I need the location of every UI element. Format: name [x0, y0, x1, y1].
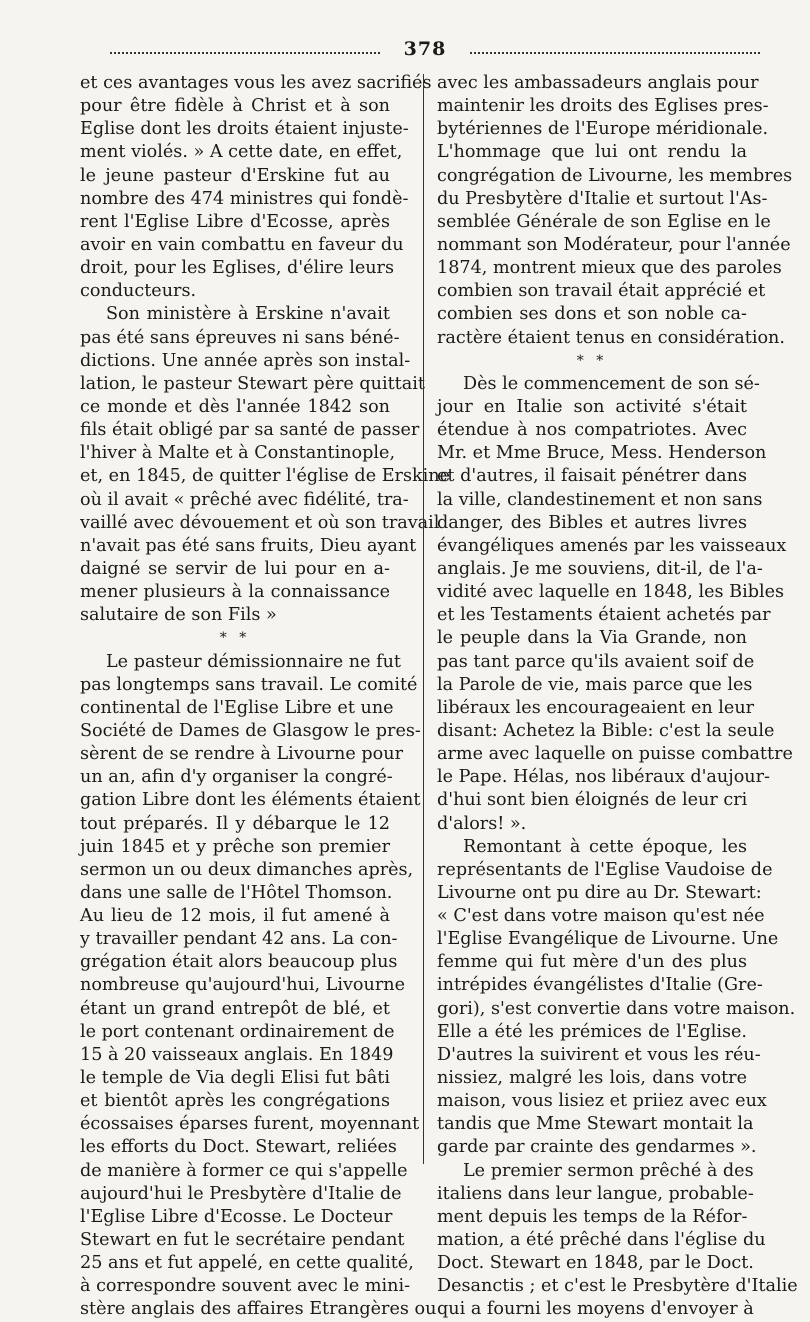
- left-column: [80, 72, 451, 1322]
- text-line: fils était obligé par sa santé de passer: [80, 420, 420, 441]
- paragraph: [437, 1160, 798, 1322]
- text-line: et, en 1845, de quitter l'église de Erskine: [80, 466, 451, 487]
- paragraph: [437, 72, 793, 350]
- text-line: tandis que Mme Stewart montait la: [437, 1114, 754, 1135]
- text-line: écossaises éparses furent, moyennant: [80, 1114, 420, 1135]
- section-separator: * *: [219, 630, 251, 647]
- paragraph: [437, 836, 796, 1160]
- text-line: salutaire de son Fils »: [80, 605, 277, 626]
- text-line: Le pasteur démissionnaire ne fut: [106, 651, 401, 672]
- text-line: vaillé avec dévouement et où son travail: [80, 512, 440, 533]
- text-line: congrégation de Livourne, les membres: [437, 165, 793, 186]
- text-line: libéraux les encourageaient en leur: [437, 697, 755, 718]
- text-line: dans une salle de l'Hôtel Thomson.: [80, 882, 393, 903]
- text-line: à correspondre souvent avec le mini-: [80, 1276, 411, 1297]
- text-line: jour en Italie son activité s'était: [437, 396, 747, 417]
- text-line: disant: Achetez la Bible: c'est la seule: [437, 720, 775, 741]
- text-line: aujourd'hui le Presbytère d'Italie de: [80, 1183, 402, 1204]
- text-line: ment depuis les temps de la Réfor-: [437, 1206, 748, 1227]
- text-line: mation, a été prêché dans l'église du: [437, 1230, 766, 1251]
- text-line: sèrent de se rendre à Livourne pour: [80, 744, 403, 765]
- text-line: Elle a été les prémices de l'Eglise.: [437, 1021, 747, 1042]
- text-line: le jeune pasteur d'Erskine fut au: [80, 165, 390, 186]
- text-line: de manière à former ce qui s'appelle: [80, 1160, 408, 1181]
- text-line: et d'autres, il faisait pénétrer dans: [437, 466, 747, 487]
- header-rule-right: [470, 52, 760, 54]
- text-line: ment violés. » A cette date, en effet,: [80, 142, 403, 163]
- text-line: droit, pour les Eglises, d'élire leurs: [80, 258, 394, 279]
- text-line: nombre des 474 ministres qui fondè-: [80, 188, 409, 209]
- text-line: garde par crainte des gendarmes ».: [437, 1137, 757, 1158]
- text-line: pour être fidèle à Christ et à son: [80, 96, 390, 117]
- text-line: Eglise dont les droits étaient injuste-: [80, 119, 409, 140]
- text-line: anglais. Je me souviens, dit-il, de l'a-: [437, 558, 763, 579]
- text-line: combien son travail était apprécié et: [437, 281, 766, 302]
- right-column: [437, 72, 798, 1322]
- text-line: danger, des Bibles et autres livres: [437, 512, 747, 533]
- text-line: « C'est dans votre maison qu'est née: [437, 906, 765, 927]
- text-line: gation Libre dont les éléments étaient: [80, 790, 421, 811]
- text-line: rent l'Eglise Libre d'Ecosse, après: [80, 211, 390, 232]
- text-line: nombreuse qu'aujourd'hui, Livourne: [80, 975, 405, 996]
- text-line: dictions. Une année après son instal-: [80, 350, 411, 371]
- page-number: 378: [403, 38, 447, 60]
- text-line: le peuple dans la Via Grande, non: [437, 628, 747, 649]
- text-line: semblée Générale de son Eglise en le: [437, 211, 771, 232]
- text-line: étant un grand entrepôt de blé, et: [80, 998, 390, 1019]
- text-line: bytériennes de l'Europe méridionale.: [437, 119, 769, 140]
- running-header: [70, 38, 770, 66]
- text-line: pas tant parce qu'ils avaient soif de: [437, 651, 755, 672]
- text-line: Son ministère à Erskine n'avait: [106, 304, 390, 325]
- text-line: d'hui sont bien éloignés de leur cri: [437, 790, 748, 811]
- text-line: du Presbytère d'Italie et surtout l'As-: [437, 188, 768, 209]
- text-line: nissiez, malgré les lois, dans votre: [437, 1068, 747, 1089]
- text-line: italiens dans leur langue, probable-: [437, 1183, 754, 1204]
- text-line: un an, afin d'y organiser la congré-: [80, 767, 393, 788]
- text-line: 15 à 20 vaisseaux anglais. En 1849: [80, 1044, 394, 1065]
- text-line: Le premier sermon prêché à des: [463, 1160, 754, 1181]
- text-line: arme avec laquelle on puisse combattre: [437, 744, 793, 765]
- text-line: 1874, montrent mieux que des paroles: [437, 258, 782, 279]
- text-line: représentants de l'Eglise Vaudoise de: [437, 859, 773, 880]
- text-line: le port contenant ordinairement de: [80, 1021, 395, 1042]
- text-line: étendue à nos compatriotes. Avec: [437, 420, 747, 441]
- text-line: maintenir les droits des Eglises pres-: [437, 96, 769, 117]
- text-line: l'Eglise Libre d'Ecosse. Le Docteur: [80, 1206, 393, 1227]
- text-line: le temple de Via degli Elisi fut bâti: [80, 1068, 390, 1089]
- text-line: la Parole de vie, mais parce que les: [437, 674, 753, 695]
- text-line: Remontant à cette époque, les: [463, 836, 747, 857]
- paragraph: [437, 373, 793, 836]
- text-line: ractère étaient tenus en considération.: [437, 327, 785, 348]
- text-line: avoir en vain combattu en faveur du: [80, 234, 404, 255]
- text-line: Desanctis ; et c'est le Presbytère d'Italie: [437, 1276, 798, 1297]
- text-line: maison, vous lisiez et priiez avec eux: [437, 1091, 767, 1112]
- text-line: intrépides évangélistes d'Italie (Gre-: [437, 975, 763, 996]
- text-line: lation, le pasteur Stewart père quittait: [80, 373, 425, 394]
- text-line: le Pape. Hélas, nos libéraux d'aujour-: [437, 767, 770, 788]
- text-line: continental de l'Eglise Libre et une: [80, 697, 394, 718]
- text-line: l'Eglise Evangélique de Livourne. Une: [437, 929, 779, 950]
- text-line: la ville, clandestinement et non sans: [437, 489, 763, 510]
- text-line: juin 1845 et y prêche son premier: [80, 836, 390, 857]
- text-line: D'autres la suivirent et vous les réu-: [437, 1044, 761, 1065]
- text-line: y travailler pendant 42 ans. La con-: [80, 929, 398, 950]
- paragraph: [80, 303, 451, 627]
- text-line: grégation était alors beaucoup plus: [80, 952, 398, 973]
- text-line: qui a fourni les moyens d'envoyer à: [437, 1299, 754, 1320]
- text-line: conducteurs.: [80, 281, 197, 302]
- text-line: tout préparés. Il y débarque le 12: [80, 813, 390, 834]
- text-line: évangéliques amenés par les vaisseaux: [437, 535, 787, 556]
- text-line: L'hommage que lui ont rendu la: [437, 142, 747, 163]
- text-line: Dès le commencement de son sé-: [463, 373, 760, 394]
- text-line: Stewart en fut le secrétaire pendant: [80, 1230, 405, 1251]
- text-line: n'avait pas été sans fruits, Dieu ayant: [80, 535, 417, 556]
- paragraph: [80, 651, 437, 1322]
- text-line: avec les ambassadeurs anglais pour: [437, 73, 759, 93]
- text-line: mener plusieurs à la connaissance: [80, 582, 390, 603]
- column-divider: [423, 74, 424, 1164]
- text-line: nommant son Modérateur, pour l'année: [437, 234, 791, 255]
- text-line: Doct. Stewart en 1848, par le Doct.: [437, 1253, 754, 1274]
- text-line: et bientôt après les congrégations: [80, 1091, 390, 1112]
- text-line: 25 ans et fut appelé, en cette qualité,: [80, 1253, 414, 1274]
- text-line: gori), s'est convertie dans votre maison.: [437, 998, 796, 1019]
- text-line: et ces avantages vous les avez sacrifiés: [80, 73, 432, 93]
- text-line: où il avait « prêché avec fidélité, tra-: [80, 489, 409, 510]
- text-line: stère anglais des affaires Etrangères ou: [80, 1299, 437, 1320]
- text-line: combien ses dons et son noble ca-: [437, 304, 747, 325]
- text-line: d'alors! ».: [437, 813, 527, 834]
- text-line: et les Testaments étaient achetés par: [437, 605, 771, 626]
- text-line: Mr. et Mme Bruce, Mess. Henderson: [437, 443, 767, 464]
- paragraph: [80, 72, 432, 303]
- text-line: femme qui fut mère d'un des plus: [437, 952, 747, 973]
- text-line: Livourne ont pu dire au Dr. Stewart:: [437, 882, 762, 903]
- text-line: Société de Dames de Glasgow le pres-: [80, 720, 421, 741]
- text-line: ce monde et dès l'année 1842 son: [80, 396, 390, 417]
- text-line: pas longtemps sans travail. Le comité: [80, 674, 418, 695]
- text-line: vidité avec laquelle en 1848, les Bibles: [437, 582, 785, 603]
- text-line: pas été sans épreuves ni sans béné-: [80, 327, 400, 348]
- text-line: daigné se servir de lui pour en a-: [80, 558, 390, 579]
- text-line: les efforts du Doct. Stewart, reliées: [80, 1137, 397, 1158]
- text-line: sermon un ou deux dimanches après,: [80, 859, 414, 880]
- header-rule-left: [110, 52, 380, 54]
- text-line: l'hiver à Malte et à Constantinople,: [80, 443, 396, 464]
- text-line: Au lieu de 12 mois, il fut amené à: [80, 906, 390, 927]
- section-separator: * *: [576, 352, 608, 369]
